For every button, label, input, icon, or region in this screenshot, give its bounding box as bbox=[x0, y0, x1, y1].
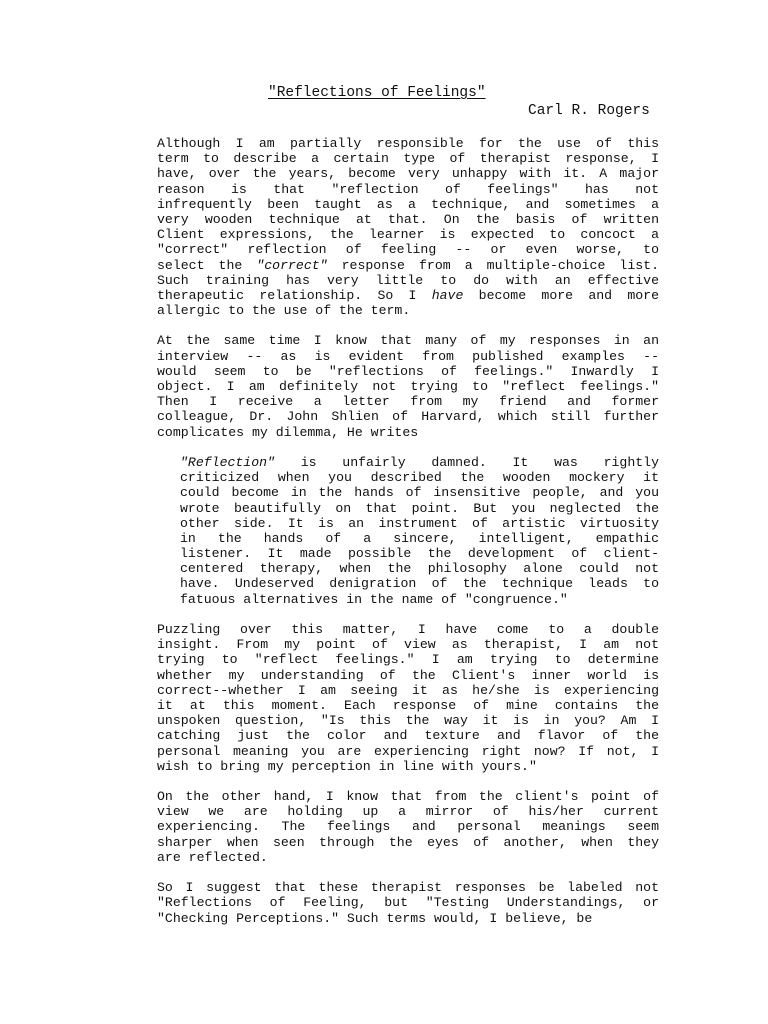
text-segment: in the hands of a sincere, intelligent, empathic bbox=[180, 530, 659, 546]
text-segment: have, over the years, become very unhappy with it. A major bbox=[157, 166, 659, 182]
text-line bbox=[157, 895, 659, 910]
block-quote bbox=[180, 455, 659, 607]
text-segment: criticized when you described the wooden mockery it bbox=[180, 470, 659, 486]
text-line bbox=[180, 531, 659, 546]
document-author: Carl R. Rogers bbox=[528, 103, 650, 119]
text-segment: sharper when seen through the eyes of another, when they bbox=[157, 834, 659, 850]
text-segment: are reflected. bbox=[157, 849, 268, 865]
text-segment: allergic to the use of the term. bbox=[157, 303, 411, 319]
emphasis-text: have bbox=[431, 287, 464, 303]
text-line bbox=[180, 470, 659, 485]
paragraph bbox=[157, 789, 659, 865]
text-segment: centered therapy, when the philosophy alone could not bbox=[180, 561, 659, 577]
emphasis-text: "Reflection" bbox=[180, 454, 275, 470]
text-line bbox=[157, 379, 659, 394]
text-line bbox=[157, 182, 659, 197]
paragraph bbox=[157, 333, 659, 439]
paragraph bbox=[157, 622, 659, 774]
text-segment: experiencing. The feelings and personal meanings seem bbox=[157, 819, 659, 835]
text-line bbox=[157, 698, 659, 713]
text-line bbox=[157, 652, 659, 667]
text-line bbox=[180, 561, 659, 576]
document-body bbox=[157, 136, 659, 941]
text-line bbox=[157, 804, 659, 819]
text-line bbox=[157, 819, 659, 834]
text-segment: wrote beautifully on that point. But you neglected the bbox=[180, 500, 659, 516]
text-segment: have. Undeserved denigration of the technique leads to bbox=[180, 576, 659, 592]
text-line bbox=[180, 501, 659, 516]
text-line bbox=[157, 288, 659, 303]
text-segment: response from a multiple-choice list. bbox=[327, 257, 659, 273]
text-segment: it at this moment. Each response of mine contains the bbox=[157, 697, 659, 713]
text-line bbox=[157, 151, 659, 166]
text-segment: listener. It made possible the development of client- bbox=[180, 546, 659, 562]
text-line bbox=[157, 835, 659, 850]
text-line bbox=[157, 789, 659, 804]
text-segment: whether my understanding of the Client's inner world is bbox=[157, 667, 659, 683]
text-line bbox=[157, 242, 659, 257]
text-line bbox=[157, 880, 659, 895]
text-segment: colleague, Dr. John Shlien of Harvard, which still further bbox=[157, 409, 659, 425]
text-segment: Then I receive a letter from my friend and former bbox=[157, 394, 659, 410]
text-segment: select the bbox=[157, 257, 257, 273]
text-line bbox=[157, 273, 659, 288]
text-segment: very wooden technique at that. On the basis of written bbox=[157, 211, 659, 227]
text-line bbox=[157, 258, 659, 273]
text-segment: would seem to be "reflections of feelings." Inwardly I bbox=[157, 363, 659, 379]
text-segment: therapeutic relationship. So I bbox=[157, 287, 432, 303]
text-segment: insight. From my point of view as therapist, I am not bbox=[157, 637, 659, 653]
text-line bbox=[157, 622, 659, 637]
text-line bbox=[157, 212, 659, 227]
text-line bbox=[157, 394, 659, 409]
text-line bbox=[180, 576, 659, 591]
text-segment: Such training has very little to do with an effective bbox=[157, 272, 659, 288]
text-segment: infrequently been taught as a technique, and sometimes a bbox=[157, 196, 659, 212]
text-line bbox=[157, 333, 659, 348]
text-line bbox=[157, 850, 659, 865]
text-line bbox=[180, 592, 659, 607]
document-title: "Reflections of Feelings" bbox=[268, 85, 486, 101]
text-line bbox=[157, 683, 659, 698]
text-segment: view we are holding up a mirror of his/her current bbox=[157, 804, 659, 820]
text-segment: correct--whether I am seeing it as he/she is experiencing bbox=[157, 682, 659, 698]
text-segment: reason is that "reflection of feelings" has not bbox=[157, 181, 659, 197]
paragraph bbox=[157, 880, 659, 926]
text-line bbox=[157, 197, 659, 212]
text-segment: complicates my dilemma, He writes bbox=[157, 424, 419, 440]
text-segment: fatuous alternatives in the name of "congruence." bbox=[180, 591, 568, 607]
text-line bbox=[157, 136, 659, 151]
text-segment: could become in the hands of insensitive people, and you bbox=[180, 485, 659, 501]
text-line bbox=[180, 546, 659, 561]
text-line bbox=[157, 759, 659, 774]
text-line bbox=[157, 911, 659, 926]
text-segment: other side. It is an instrument of artistic virtuosity bbox=[180, 515, 659, 531]
text-segment: "Reflections of Feeling, but "Testing Understandings, or bbox=[157, 895, 659, 911]
text-segment: wish to bring my perception in line with yours." bbox=[157, 758, 537, 774]
text-line bbox=[157, 349, 659, 364]
text-line bbox=[157, 637, 659, 652]
paragraph bbox=[157, 136, 659, 318]
text-segment: "Checking Perceptions." Such terms would, I believe, be bbox=[157, 910, 593, 926]
text-segment: term to describe a certain type of therapist response, I bbox=[157, 151, 659, 167]
text-segment: is unfairly damned. It was rightly bbox=[274, 454, 659, 470]
text-line bbox=[157, 668, 659, 683]
text-line bbox=[157, 425, 659, 440]
text-segment: trying to "reflect feelings." I am trying to determine bbox=[157, 652, 659, 668]
text-segment: Client expressions, the learner is expected to concoct a bbox=[157, 227, 659, 243]
text-line bbox=[157, 713, 659, 728]
text-segment: Puzzling over this matter, I have come to a double bbox=[157, 622, 659, 637]
text-segment: personal meaning you are experiencing right now? If not, I bbox=[157, 743, 659, 759]
text-segment: object. I am definitely not trying to "reflect feelings." bbox=[157, 379, 659, 394]
text-segment: On the other hand, I know that from the client's point of bbox=[157, 789, 659, 805]
text-line bbox=[157, 227, 659, 242]
text-segment: "correct" reflection of feeling -- or even worse, to bbox=[157, 242, 659, 258]
text-line bbox=[157, 166, 659, 181]
text-segment: catching just the color and texture and flavor of the bbox=[157, 728, 659, 744]
text-segment: interview -- as is evident from published examples -- bbox=[157, 348, 659, 364]
text-line bbox=[180, 516, 659, 531]
text-line bbox=[157, 303, 659, 318]
text-segment: So I suggest that these therapist responses be labeled not bbox=[157, 880, 659, 896]
text-segment: Although I am partially responsible for the use of this bbox=[157, 136, 659, 151]
text-line bbox=[157, 409, 659, 424]
text-segment: At the same time I know that many of my responses in an bbox=[157, 333, 659, 349]
emphasis-text: "correct" bbox=[256, 257, 328, 273]
text-line bbox=[157, 728, 659, 743]
text-line bbox=[157, 744, 659, 759]
text-line bbox=[157, 364, 659, 379]
text-segment: become more and more bbox=[463, 287, 659, 303]
text-line bbox=[180, 485, 659, 500]
text-line bbox=[180, 455, 659, 470]
text-segment: unspoken question, "Is this the way it is in you? Am I bbox=[157, 713, 659, 729]
